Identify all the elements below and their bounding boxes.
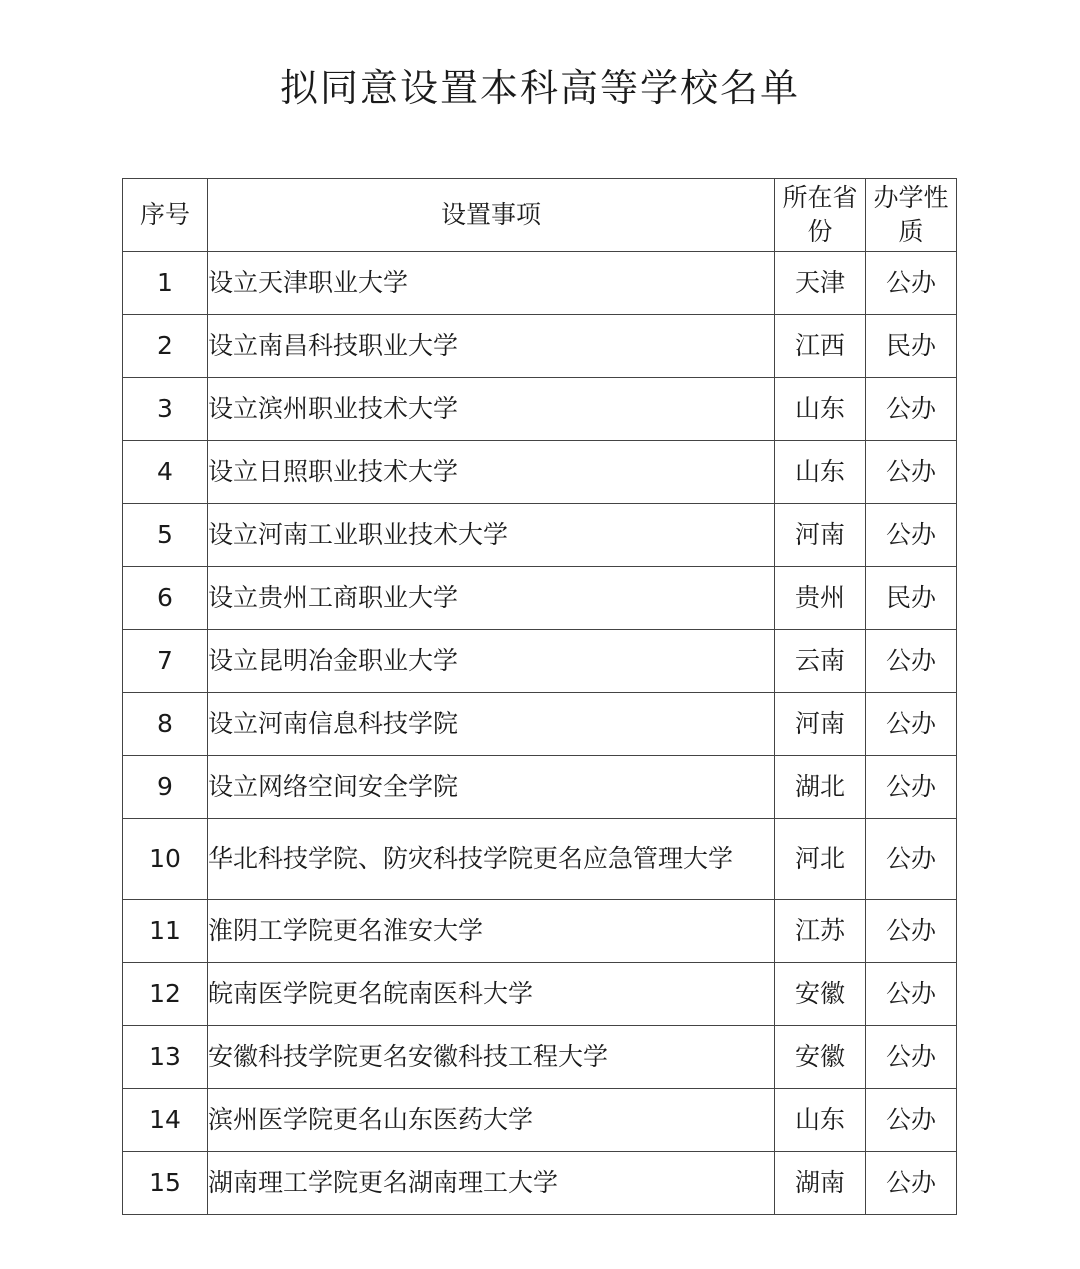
row-province: 江西 [775, 315, 866, 378]
header-serial-number: 序号 [123, 179, 208, 252]
table-row [123, 315, 957, 378]
row-province: 天津 [775, 252, 866, 315]
table-header-row [123, 179, 957, 252]
row-province: 湖北 [775, 756, 866, 819]
row-item: 设立河南工业职业技术大学 [208, 504, 775, 567]
row-nature: 民办 [866, 315, 957, 378]
table-row [123, 900, 957, 963]
row-nature: 公办 [866, 630, 957, 693]
row-province: 山东 [775, 1089, 866, 1152]
row-nature: 公办 [866, 693, 957, 756]
table-row [123, 441, 957, 504]
row-nature: 公办 [866, 756, 957, 819]
header-province: 所在省份 [775, 179, 866, 252]
row-province: 安徽 [775, 1026, 866, 1089]
row-number: 2 [123, 315, 208, 378]
row-number: 5 [123, 504, 208, 567]
row-item: 设立日照职业技术大学 [208, 441, 775, 504]
row-nature: 公办 [866, 1026, 957, 1089]
row-item: 华北科技学院、防灾科技学院更名应急管理大学 [208, 819, 775, 900]
row-item: 设立网络空间安全学院 [208, 756, 775, 819]
table-row [123, 567, 957, 630]
table-row [123, 819, 957, 900]
row-number: 15 [123, 1152, 208, 1215]
row-item: 安徽科技学院更名安徽科技工程大学 [208, 1026, 775, 1089]
table-row [123, 963, 957, 1026]
header-school-nature: 办学性质 [866, 179, 957, 252]
row-province: 江苏 [775, 900, 866, 963]
row-province: 山东 [775, 441, 866, 504]
row-province: 贵州 [775, 567, 866, 630]
row-item: 设立贵州工商职业大学 [208, 567, 775, 630]
header-item: 设置事项 [208, 179, 775, 252]
row-number: 9 [123, 756, 208, 819]
row-nature: 公办 [866, 819, 957, 900]
table-row [123, 756, 957, 819]
row-province: 安徽 [775, 963, 866, 1026]
table-row [123, 630, 957, 693]
row-nature: 公办 [866, 1089, 957, 1152]
row-item: 淮阴工学院更名淮安大学 [208, 900, 775, 963]
row-number: 14 [123, 1089, 208, 1152]
table-row [123, 1026, 957, 1089]
row-number: 7 [123, 630, 208, 693]
row-item: 设立滨州职业技术大学 [208, 378, 775, 441]
row-item: 设立昆明冶金职业大学 [208, 630, 775, 693]
table-row [123, 1152, 957, 1215]
row-number: 10 [123, 819, 208, 900]
school-list-table [122, 178, 957, 1215]
row-province: 河南 [775, 693, 866, 756]
row-item: 设立天津职业大学 [208, 252, 775, 315]
row-nature: 公办 [866, 252, 957, 315]
row-number: 8 [123, 693, 208, 756]
row-item: 设立河南信息科技学院 [208, 693, 775, 756]
table-row [123, 378, 957, 441]
table-row [123, 1089, 957, 1152]
row-number: 11 [123, 900, 208, 963]
row-number: 3 [123, 378, 208, 441]
row-number: 12 [123, 963, 208, 1026]
row-item: 湖南理工学院更名湖南理工大学 [208, 1152, 775, 1215]
row-nature: 公办 [866, 504, 957, 567]
table-row [123, 693, 957, 756]
row-province: 山东 [775, 378, 866, 441]
row-province: 河北 [775, 819, 866, 900]
row-number: 4 [123, 441, 208, 504]
row-province: 河南 [775, 504, 866, 567]
row-nature: 公办 [866, 900, 957, 963]
row-nature: 公办 [866, 1152, 957, 1215]
row-province: 湖南 [775, 1152, 866, 1215]
row-number: 13 [123, 1026, 208, 1089]
table-row [123, 252, 957, 315]
row-number: 1 [123, 252, 208, 315]
row-number: 6 [123, 567, 208, 630]
page-title: 拟同意设置本科高等学校名单 [279, 66, 800, 110]
row-nature: 公办 [866, 963, 957, 1026]
row-nature: 公办 [866, 441, 957, 504]
row-item: 皖南医学院更名皖南医科大学 [208, 963, 775, 1026]
row-province: 云南 [775, 630, 866, 693]
table-row [123, 504, 957, 567]
row-item: 滨州医学院更名山东医药大学 [208, 1089, 775, 1152]
row-nature: 民办 [866, 567, 957, 630]
row-nature: 公办 [866, 378, 957, 441]
row-item: 设立南昌科技职业大学 [208, 315, 775, 378]
